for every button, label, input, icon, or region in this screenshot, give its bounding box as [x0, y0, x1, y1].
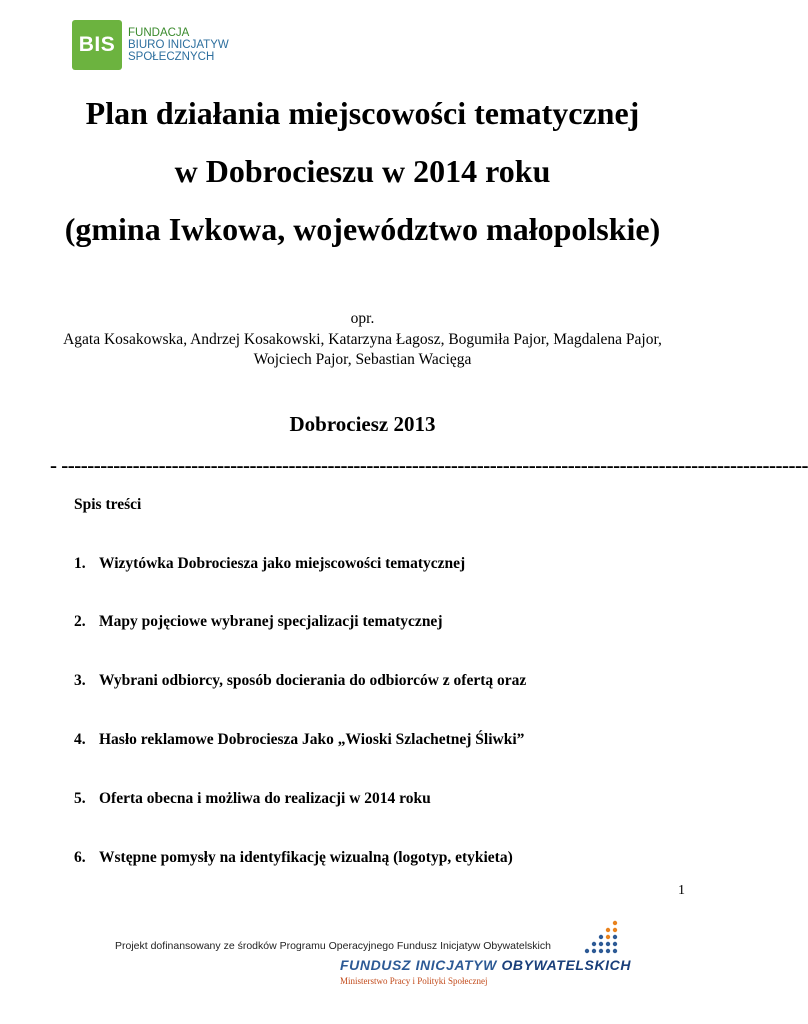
footer-funding-note: Projekt dofinansowany ze środków Programu Operacyjnego Fundusz Inicjatyw Obywatelskich: [115, 940, 551, 952]
toc-item: [74, 790, 431, 808]
page-number: 1: [678, 883, 685, 898]
document-title-line-1: Plan działania miejscowości tematycznej: [85, 95, 640, 131]
toc-item-number: 2.: [74, 613, 86, 630]
toc-item: [74, 731, 524, 749]
toc-item-number: 3.: [74, 672, 86, 689]
prepared-by-label: opr.: [350, 310, 375, 327]
toc-item-text: Mapy pojęciowe wybranej specjalizacji tematycznej: [99, 613, 443, 630]
separator-line: - -------------------------------------------------------------------------------------------------------------------: [50, 453, 808, 477]
ministry-name: Ministerstwo Pracy i Polityki Społecznej: [340, 976, 488, 986]
fio-logo-name-light: FUNDUSZ INICJATYW: [340, 957, 497, 973]
toc-item-text: Wstępne pomysły na identyfikację wizualną (logotyp, etykieta): [99, 849, 513, 866]
toc-item-number: 4.: [74, 731, 86, 748]
document-title-line-2: w Dobrocieszu w 2014 roku: [174, 153, 551, 189]
toc-item-text: Wizytówka Dobrociesza jako miejscowości tematycznej: [99, 555, 466, 572]
toc-item-number: 1.: [74, 555, 86, 572]
place-year: Dobrociesz 2013: [289, 412, 436, 436]
toc-item: [74, 672, 526, 690]
document-title-line-3: (gmina Iwkowa, województwo małopolskie): [64, 211, 661, 247]
bis-logo: [72, 20, 229, 70]
logo-line-2: BIURO INICJATYW: [128, 39, 229, 51]
fio-dots-icon: [582, 918, 622, 958]
toc-title: Spis treści: [74, 496, 142, 513]
toc-item-number: 5.: [74, 790, 86, 807]
bis-logo-mark: BIS: [72, 20, 122, 70]
toc-item-text: Wybrani odbiorcy, sposób docierania do odbiorców z ofertą oraz: [99, 672, 527, 689]
toc-item-number: 6.: [74, 849, 86, 866]
logo-line-1: FUNDACJA: [128, 27, 190, 39]
toc-item-text: Hasło reklamowe Dobrociesza Jako „Wioski Szlachetnej Śliwki”: [99, 731, 525, 748]
bis-logo-text: [128, 27, 229, 63]
toc-item: [74, 613, 442, 631]
fio-logo: [340, 957, 632, 992]
fio-logo-name: [340, 957, 632, 973]
toc-item: [74, 555, 465, 573]
toc-item-text: Oferta obecna i możliwa do realizacji w 2014 roku: [99, 790, 431, 807]
logo-line-3: SPOŁECZNYCH: [128, 51, 215, 63]
authors: Agata Kosakowska, Andrzej Kosakowski, Katarzyna Łagosz, Bogumiła Pajor, Magdalena Pajor, Wojciech Pajor, Sebastian Wacięga: [63, 331, 662, 368]
toc-item: [74, 849, 513, 867]
fio-logo-name-strong: OBYWATELSKICH: [501, 957, 632, 973]
